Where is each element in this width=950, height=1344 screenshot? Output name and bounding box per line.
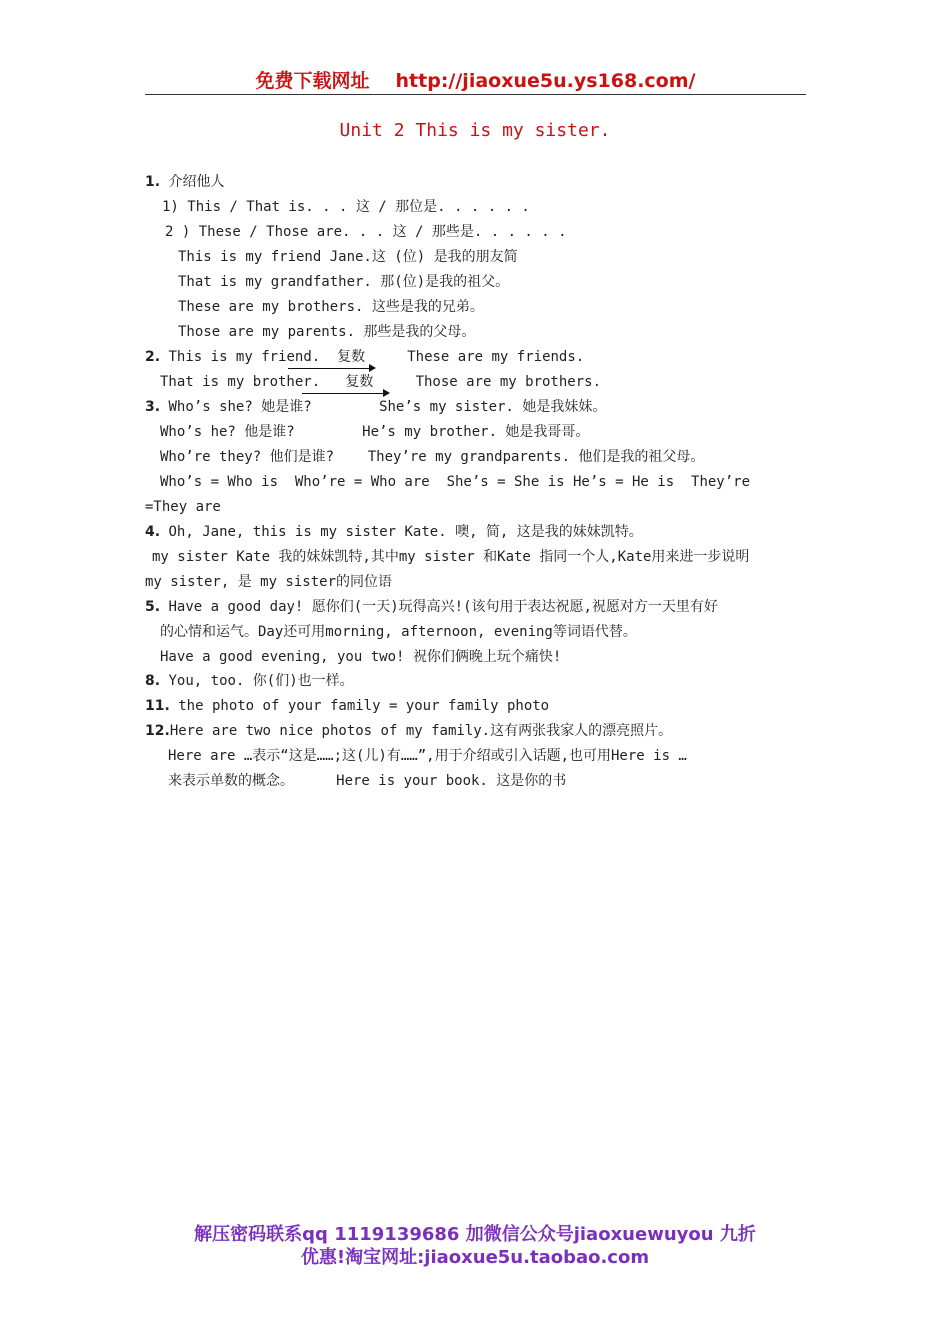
- text-line: Who’re they? 他们是谁? They’re my grandparents. 他们是我的祖父母。: [160, 449, 705, 465]
- text-line: 的心情和运气。Day还可用morning, afternoon, evening等词语代替。: [160, 624, 637, 640]
- arrow-icon: [288, 368, 374, 369]
- item-number: 1.: [145, 174, 161, 190]
- header-url[interactable]: http://jiaoxue5u.ys168.com/: [395, 70, 696, 92]
- text-line: 12.Here are two nice photos of my family.这有两张我家人的漂亮照片。: [145, 723, 673, 739]
- text-line: my sister Kate 我的妹妹凯特,其中my sister 和Kate 指同一个人,Kate用来进一步说明: [152, 549, 750, 565]
- text-line: 2 ) These / Those are. . . 这 / 那些是. . . . . .: [165, 224, 567, 240]
- text-line: Here are …表示“这是……;这(儿)有……”,用于介绍或引入话题,也可用Here is …: [168, 748, 687, 764]
- page-header: [145, 66, 806, 95]
- text-line: Who’s = Who is Who’re = Who are She’s = She is He’s = He is They’re: [160, 474, 751, 490]
- text-line: That is my brother. 复数 Those are my brothers.: [160, 374, 602, 390]
- item-number: 12.: [145, 723, 170, 739]
- text-line: 1) This / That is. . . 这 / 那位是. . . . . .: [162, 199, 530, 215]
- text-line: 4. Oh, Jane, this is my sister Kate. 噢, 简, 这是我的妹妹凯特。: [145, 524, 643, 540]
- text-line: 8. You, too. 你(们)也一样。: [145, 673, 354, 689]
- text-line: 3. Who’s she? 她是谁? She’s my sister. 她是我妹妹。: [145, 399, 607, 415]
- text-line: These are my brothers. 这些是我的兄弟。: [178, 299, 484, 315]
- text-line: Those are my parents. 那些是我的父母。: [178, 324, 476, 340]
- text-line: =They are: [145, 499, 221, 515]
- text-line: This is my friend Jane.这 (位) 是我的朋友简: [178, 249, 518, 265]
- header-label: 免费下载网址: [255, 70, 370, 92]
- text-line: 5. Have a good day! 愿你们(一天)玩得高兴!(该句用于表达祝愿,祝愿对方一天里有好: [145, 599, 718, 615]
- text-line: Who’s he? 他是谁? He’s my brother. 她是我哥哥。: [160, 424, 590, 440]
- footer-line-1: 解压密码联系qq 1119139686 加微信公众号jiaoxuewuyou 九折: [194, 1224, 756, 1245]
- item-number: 8.: [145, 673, 161, 689]
- text-line: 11. the photo of your family = your family photo: [145, 698, 550, 714]
- item-number: 11.: [145, 698, 170, 714]
- text-line: 1. 介绍他人: [145, 174, 225, 190]
- arrow-icon: [302, 393, 388, 394]
- page-title: Unit 2 This is my sister.: [339, 120, 611, 141]
- text-line: 2. This is my friend. 复数 These are my friends.: [145, 349, 585, 365]
- text-line: That is my grandfather. 那(位)是我的祖父。: [178, 274, 510, 290]
- item-number: 5.: [145, 599, 161, 615]
- text-line: Have a good evening, you two! 祝你们俩晚上玩个痛快!: [160, 649, 562, 665]
- item-number: 2.: [145, 349, 161, 365]
- item-number: 3.: [145, 399, 161, 415]
- text-line: 来表示单数的概念。 Here is your book. 这是你的书: [168, 773, 567, 789]
- item-number: 4.: [145, 524, 161, 540]
- footer-line-2: 优惠!淘宝网址:jiaoxue5u.taobao.com: [300, 1247, 650, 1268]
- text-line: my sister, 是 my sister的同位语: [145, 574, 393, 590]
